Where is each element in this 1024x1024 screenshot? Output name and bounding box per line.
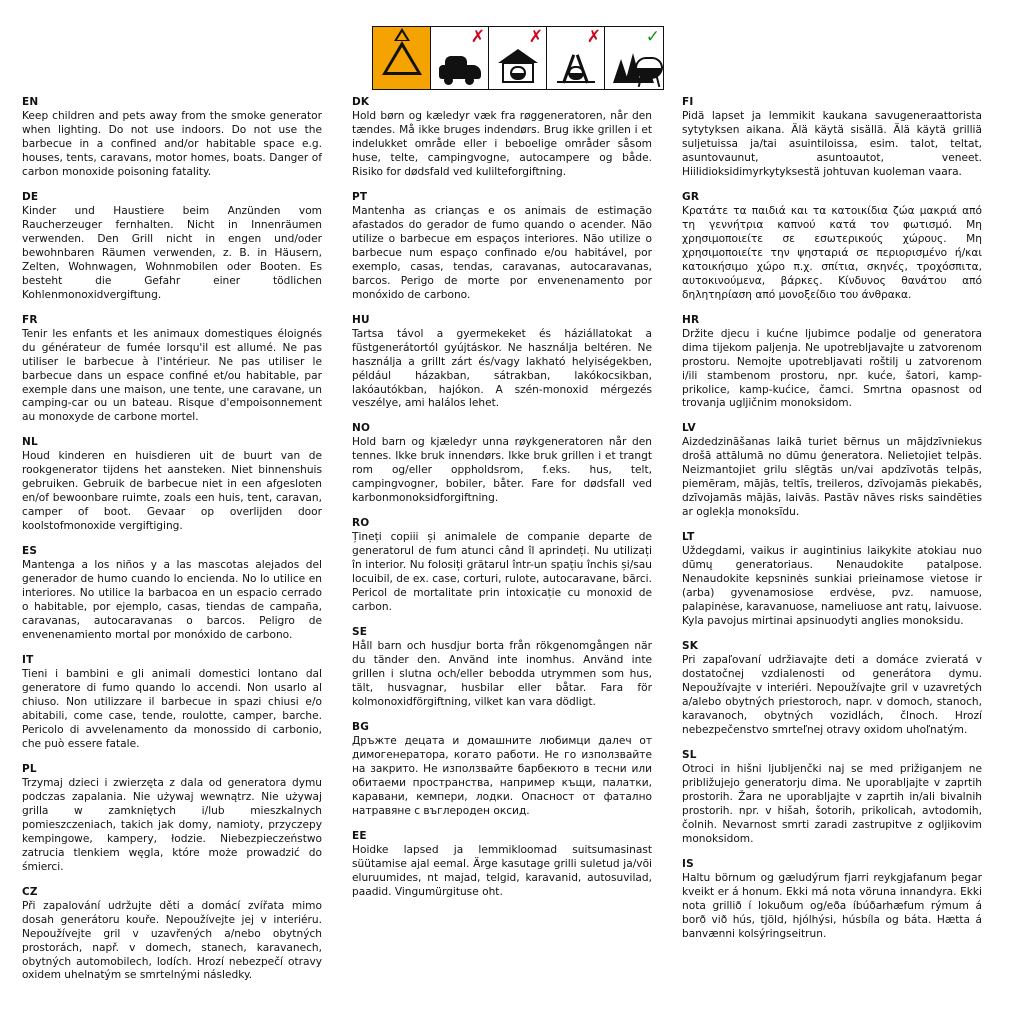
- warning-block: [22, 545, 322, 643]
- warning-text: Hold barn og kjæledyr unna røykgeneratoren når den tennes. Ikke bruk innendørs. Ikke bruk grillen i et trangt rom og/eller oppholdsrom, f.eks. hus, telt, campingvogner, bobiler, båter. Fare for dødsfall ved karbonmonoksidforgiftning.: [352, 436, 652, 505]
- language-code: ES: [22, 545, 38, 558]
- language-code: PT: [352, 190, 368, 203]
- no-barbecue-in-house-icon: [489, 27, 547, 89]
- warning-text: Kinder und Haustiere beim Anzünden vom Raucherzeuger fernhalten. Nicht in Innenräumen verwenden. Den Grill nicht in engen und/oder bewohnbaren Räumen verwenden, z. B. in Häusern, Zelten, Wohnwagen, Wohnmobilen oder Booten. Es besteht die Gefahr einer tödlichen Kohlenmonoxidvergiftung.: [22, 204, 322, 301]
- warning-text: Tieni i bambini e gli animali domestici lontano dal generatore di fumo quando lo accendi. Non usarlo al chiuso. Non utilizzare il barbecue in spazi chiusi e/o abitabili, come case, tende, roulotte, camper, barche. Pericolo di avvelenamento da monossido di carbonio, che può essere fatale.: [22, 668, 322, 750]
- warning-text: Držite djecu i kućne ljubimce podalje od generatora dima tijekom paljenja. Ne upotrebljavajte u zatvorenom prostoru. Nemojte upotrebljavati roštilj u zatvorenom i/ili stambenom prostoru, npr. kuće, šatori, kamp-prikolice, kamp-kućice, čamci. Smrtna opasnost od trovanja ugljičnim monoksidom.: [682, 327, 982, 410]
- warnings-column-3: [682, 96, 982, 953]
- warning-block: [682, 858, 982, 942]
- check-mark-icon: ✓: [645, 27, 660, 47]
- warnings-column-1: [22, 96, 322, 994]
- warning-block: [352, 191, 652, 303]
- language-code: IT: [22, 654, 34, 667]
- language-code: NL: [22, 436, 38, 449]
- no-barbecue-in-car-icon: [431, 27, 489, 89]
- language-code: DK: [352, 96, 370, 108]
- language-code: NO: [352, 422, 371, 435]
- language-code: GR: [682, 190, 700, 203]
- barbecue-outdoors-allowed-icon: [605, 27, 663, 89]
- warning-text: Pri zapaľovaní udržiavajte deti a domáce zvieratá v dostatočnej vzdialenosti od generátora dymu. Nepoužívajte v interiéri. Nepoužívajte gril v uzavretých a/alebo obytných priestoroch, napr. v domoch, stanoch, karavanoch, obytných vozidlách, člnoch. Hrozí nebezpečenstvo smrteľnej otravy oxidom uhoľnatým.: [682, 654, 982, 736]
- warning-text: Håll barn och husdjur borta från rökgenomgången när du tänder den. Använd inte inomhus. Använd inte grillen i slutna och/eller bebodda utrymmen som hus, tält, husvagnar, husbilar eller båtar. Fara för kolmonoxidförgiftning, vilket kan vara dödligt.: [352, 640, 652, 708]
- warning-block: [352, 96, 652, 180]
- warning-block: [682, 640, 982, 738]
- warning-text: Při zapalování udržujte děti a domácí zvířata mimo dosah generátoru kouře. Nepoužívejte jej v interiéru. Nepoužívejte gril v uzavřených a/nebo obytných prostorách, např. v domech, stanech, karavanech, obytných automobilech, lodích. Hrozí nebezpečí otravy oxidem uhelnatým se smrtelnými následky.: [22, 899, 322, 982]
- language-code: HR: [682, 313, 700, 326]
- warning-block: [682, 191, 982, 303]
- language-code: SE: [352, 626, 368, 639]
- warning-text: Keep children and pets away from the smoke generator when lighting. Do not use indoors. Do not use the barbecue in a confined and/or habitable space e.g. houses, tents, caravans, motor homes, boats. Danger of carbon monoxide poisoning fatality.: [22, 110, 322, 178]
- warning-block: [22, 654, 322, 752]
- warning-block: [682, 96, 982, 180]
- warning-block: [352, 721, 652, 819]
- warning-text: Κρατάτε τα παιδιά και τα κατοικίδια ζώα μακριά από τη γεννήτρια καπνού κατά τον φωτισμό. Μη χρησιμοποιείτε σε εσωτερικούς χώρους. Μη χρησιμοποιείτε την ψησταριά σε περιορισμένο ή/και κατοικήσιμο χώρο π.χ. σπίτια, σκηνές, τροχόσπιτα, αυτοκινούμενα, βάρκες. Κίνδυνος θανάτου από δηλητηρίαση από μονοξείδιο του άνθρακα.: [682, 204, 982, 301]
- warning-block: [22, 314, 322, 426]
- language-code: LV: [682, 422, 696, 435]
- language-code: RO: [352, 517, 370, 530]
- hazard-triangle-top-icon: [394, 28, 410, 41]
- warning-text: Pidä lapset ja lemmikit kaukana savugeneraattorista sytytyksen aikana. Älä käytä sisällä. Älä käytä grilliä suljetuissa ja/tai asuintiloissa, esim. talot, teltat, asuntovaunut, asuntoautot, veneet. Hiilidioksidimyrkytyksestä johtuvan kuoleman vaara.: [682, 110, 982, 178]
- warning-text: Houd kinderen en huisdieren uit de buurt van de rookgenerator tijdens het aansteken. Niet binnenshuis gebruiken. Gebruik de barbecue niet in een afgesloten en/of bewoonbare ruimte, zoals een huis, tent, caravan, camper of boot. Gevaar op overlijden door koolstofmonoxide vergiftiging.: [22, 450, 322, 533]
- cross-mark-icon: ✗: [528, 27, 543, 47]
- warning-block: [352, 422, 652, 506]
- language-code: LT: [682, 531, 695, 544]
- warning-block: [682, 422, 982, 520]
- warning-block: [682, 749, 982, 847]
- warning-text: Hoidke lapsed ja lemmikloomad suitsumasinast süütamise ajal eemal. Ärge kasutage grilli suletud ja/või eluruumides, nt majad, telgid, karavanid, autosuvilad, paadid. Vingumürgituse oht.: [352, 843, 652, 898]
- warning-text: Tartsa távol a gyermekeket és háziállatokat a füstgenerátortól gyújtáskor. Ne használja beltéren. Ne használja a grillt zárt és/vagy lakható helyiségekben, például házakban, sátrakban, lakókocsikban, lakóautókban, hajókon. A szén-monoxid mérgezés veszélye, ami halálos lehet.: [352, 327, 652, 410]
- no-barbecue-in-tent-icon: [547, 27, 605, 89]
- warning-text: Țineți copiii și animalele de companie departe de generatorul de fum atunci când îl aprindeți. Nu utilizați în interior. Nu folosiți grătarul într-un spațiu închis și/sau locuibil, de ex. case, corturi, rulote, autocaravane, bărci. Pericol de mortalitate prin intoxicație cu monoxid de carbon.: [352, 531, 652, 614]
- language-code: FI: [682, 96, 694, 108]
- warning-text: Haltu börnum og gæludýrum fjarri reykgjafanum þegar kveikt er á honum. Ekki má nota vöruna innandyra. Ekki nota grillið í lokuðum og/eða íbúðarhæfum rýmum á borð við hús, tjöld, hjólhýsi, húsbíla og báta. Hætta á banvænni kolsýringseitrun.: [682, 871, 982, 940]
- language-code: FR: [22, 313, 38, 326]
- hazard-triangle-icon: [382, 41, 422, 75]
- warning-smoke-generator-icon: [373, 27, 431, 89]
- cross-mark-icon: ✗: [586, 27, 601, 47]
- language-code: EN: [22, 96, 39, 108]
- warning-block: [682, 314, 982, 412]
- warning-block: [352, 314, 652, 412]
- warning-block: [22, 763, 322, 875]
- language-code: SK: [682, 640, 699, 653]
- warning-block: [22, 886, 322, 984]
- warning-text: Aizdedzināšanas laikā turiet bērnus un mājdzīvniekus drošā attālumā no dūmu ģeneratora. Nelietojiet telpās. Neizmantojiet grilu slēgtās un/vai apdzīvotās telpās, piemēram, mājās, teltīs, treileros, dzīvojamās piekabēs, dzīvojamās mājās, laivās. Pastāv nāves risks saindēties ar oglekļa monoksīdu.: [682, 436, 982, 519]
- cross-mark-icon: ✗: [470, 27, 485, 47]
- pictogram-strip: [372, 26, 664, 90]
- language-code: CZ: [22, 885, 38, 898]
- warning-block: [22, 191, 322, 303]
- warning-text: Tenir les enfants et les animaux domestiques éloignés du générateur de fumée lorsqu'il est allumé. Ne pas utiliser le barbecue à l'intérieur. Ne pas utiliser le barbecue dans un espace confiné et/ou habitable, par exemple dans une maison, une tente, une caravane, un camping-car ou un bateau. Risque d'empoisonnement au monoxyde de carbone mortel.: [22, 327, 322, 424]
- warning-text: Mantenha as crianças e os animais de estimação afastados do gerador de fumo quando o acender. Não utilize o barbecue em espaços interiores. Não utilize o barbecue num espaço confinado e/ou habitável, por exemplo, casas, tendas, caravanas, autocaravanas, barcos. Perigo de morte por envenenamento por monóxido de carbono.: [352, 204, 652, 301]
- warning-block: [22, 436, 322, 534]
- warning-text: Trzymaj dzieci i zwierzęta z dala od generatora dymu podczas zapalania. Nie używaj wewnątrz. Nie używaj grilla w zamkniętych i/lub mieszkalnych pomieszczeniach, takich jak domy, namioty, przyczepy kempingowe, kampery, łodzie. Niebezpieczeństwo zatrucia tlenkiem węgla, które może prowadzić do śmierci.: [22, 776, 322, 873]
- warning-block: [352, 626, 652, 710]
- warning-text: Дръжте децата и домашните любимци далеч от димогенератора, когато работи. Не го използвайте на закрито. Не използвайте барбекюто в тесни или обитаеми пространства, например къщи, палатки, каравани, кемпери, лодки. Опасност от фатално натравяне с въглероден оксид.: [352, 734, 652, 817]
- language-code: EE: [352, 829, 367, 842]
- warnings-column-2: [352, 96, 652, 911]
- warning-text: Otroci in hišni ljubljenčki naj se med prižiganjem ne približujejo generatorju dima. Ne uporabljajte v zaprtih prostorih. Žara ne uporabljajte v zaprtih in/ali bivalnih prostorih. npr. v hišah, šotorih, prikolicah, avtodomih, čolnih. Nevarnost smrti zaradi zastrupitve z ogljikovim monoksidom.: [682, 762, 982, 845]
- warning-text: Uždegdami, vaikus ir augintinius laikykite atokiau nuo dūmų generatoriaus. Nenaudokite patalpose. Nenaudokite kepsninės sunkiai prieinamose vietose ir (arba) gyvenamosiose erdvėse, pvz. namuose, palapinėse, karavanuose, nameliuose ant ratų, laivuose. Kyla pavojus mirtinai apsinuodyti anglies monoksidu.: [682, 545, 983, 628]
- language-code: SL: [682, 748, 697, 761]
- language-code: DE: [22, 190, 39, 203]
- language-code: IS: [682, 857, 694, 870]
- language-code: PL: [22, 762, 37, 775]
- warning-block: [352, 517, 652, 615]
- language-code: BG: [352, 720, 370, 733]
- warning-block: [682, 531, 982, 629]
- warning-text: Mantenga a los niños y a las mascotas alejados del generador de humo cuando lo encienda. No lo utilice en interiores. No utilice la barbacoa en un espacio cerrado o habitable, por ejemplo, casas, tiendas de campaña, caravanas, autocaravanas o barcos. Peligro de envenenamiento mortal por monóxido de carbono.: [22, 559, 322, 642]
- warning-block: [352, 830, 652, 900]
- warning-block: [22, 96, 322, 180]
- language-code: HU: [352, 313, 370, 326]
- warning-text: Hold børn og kæledyr væk fra røggeneratoren, når den tændes. Må ikke bruges indendørs. Brug ikke grillen i et indelukket område eller i beboelige områder såsom huse, telte, campingvogne, autocampere og både. Risiko for dødsfald ved kulilteforgiftning.: [352, 110, 652, 178]
